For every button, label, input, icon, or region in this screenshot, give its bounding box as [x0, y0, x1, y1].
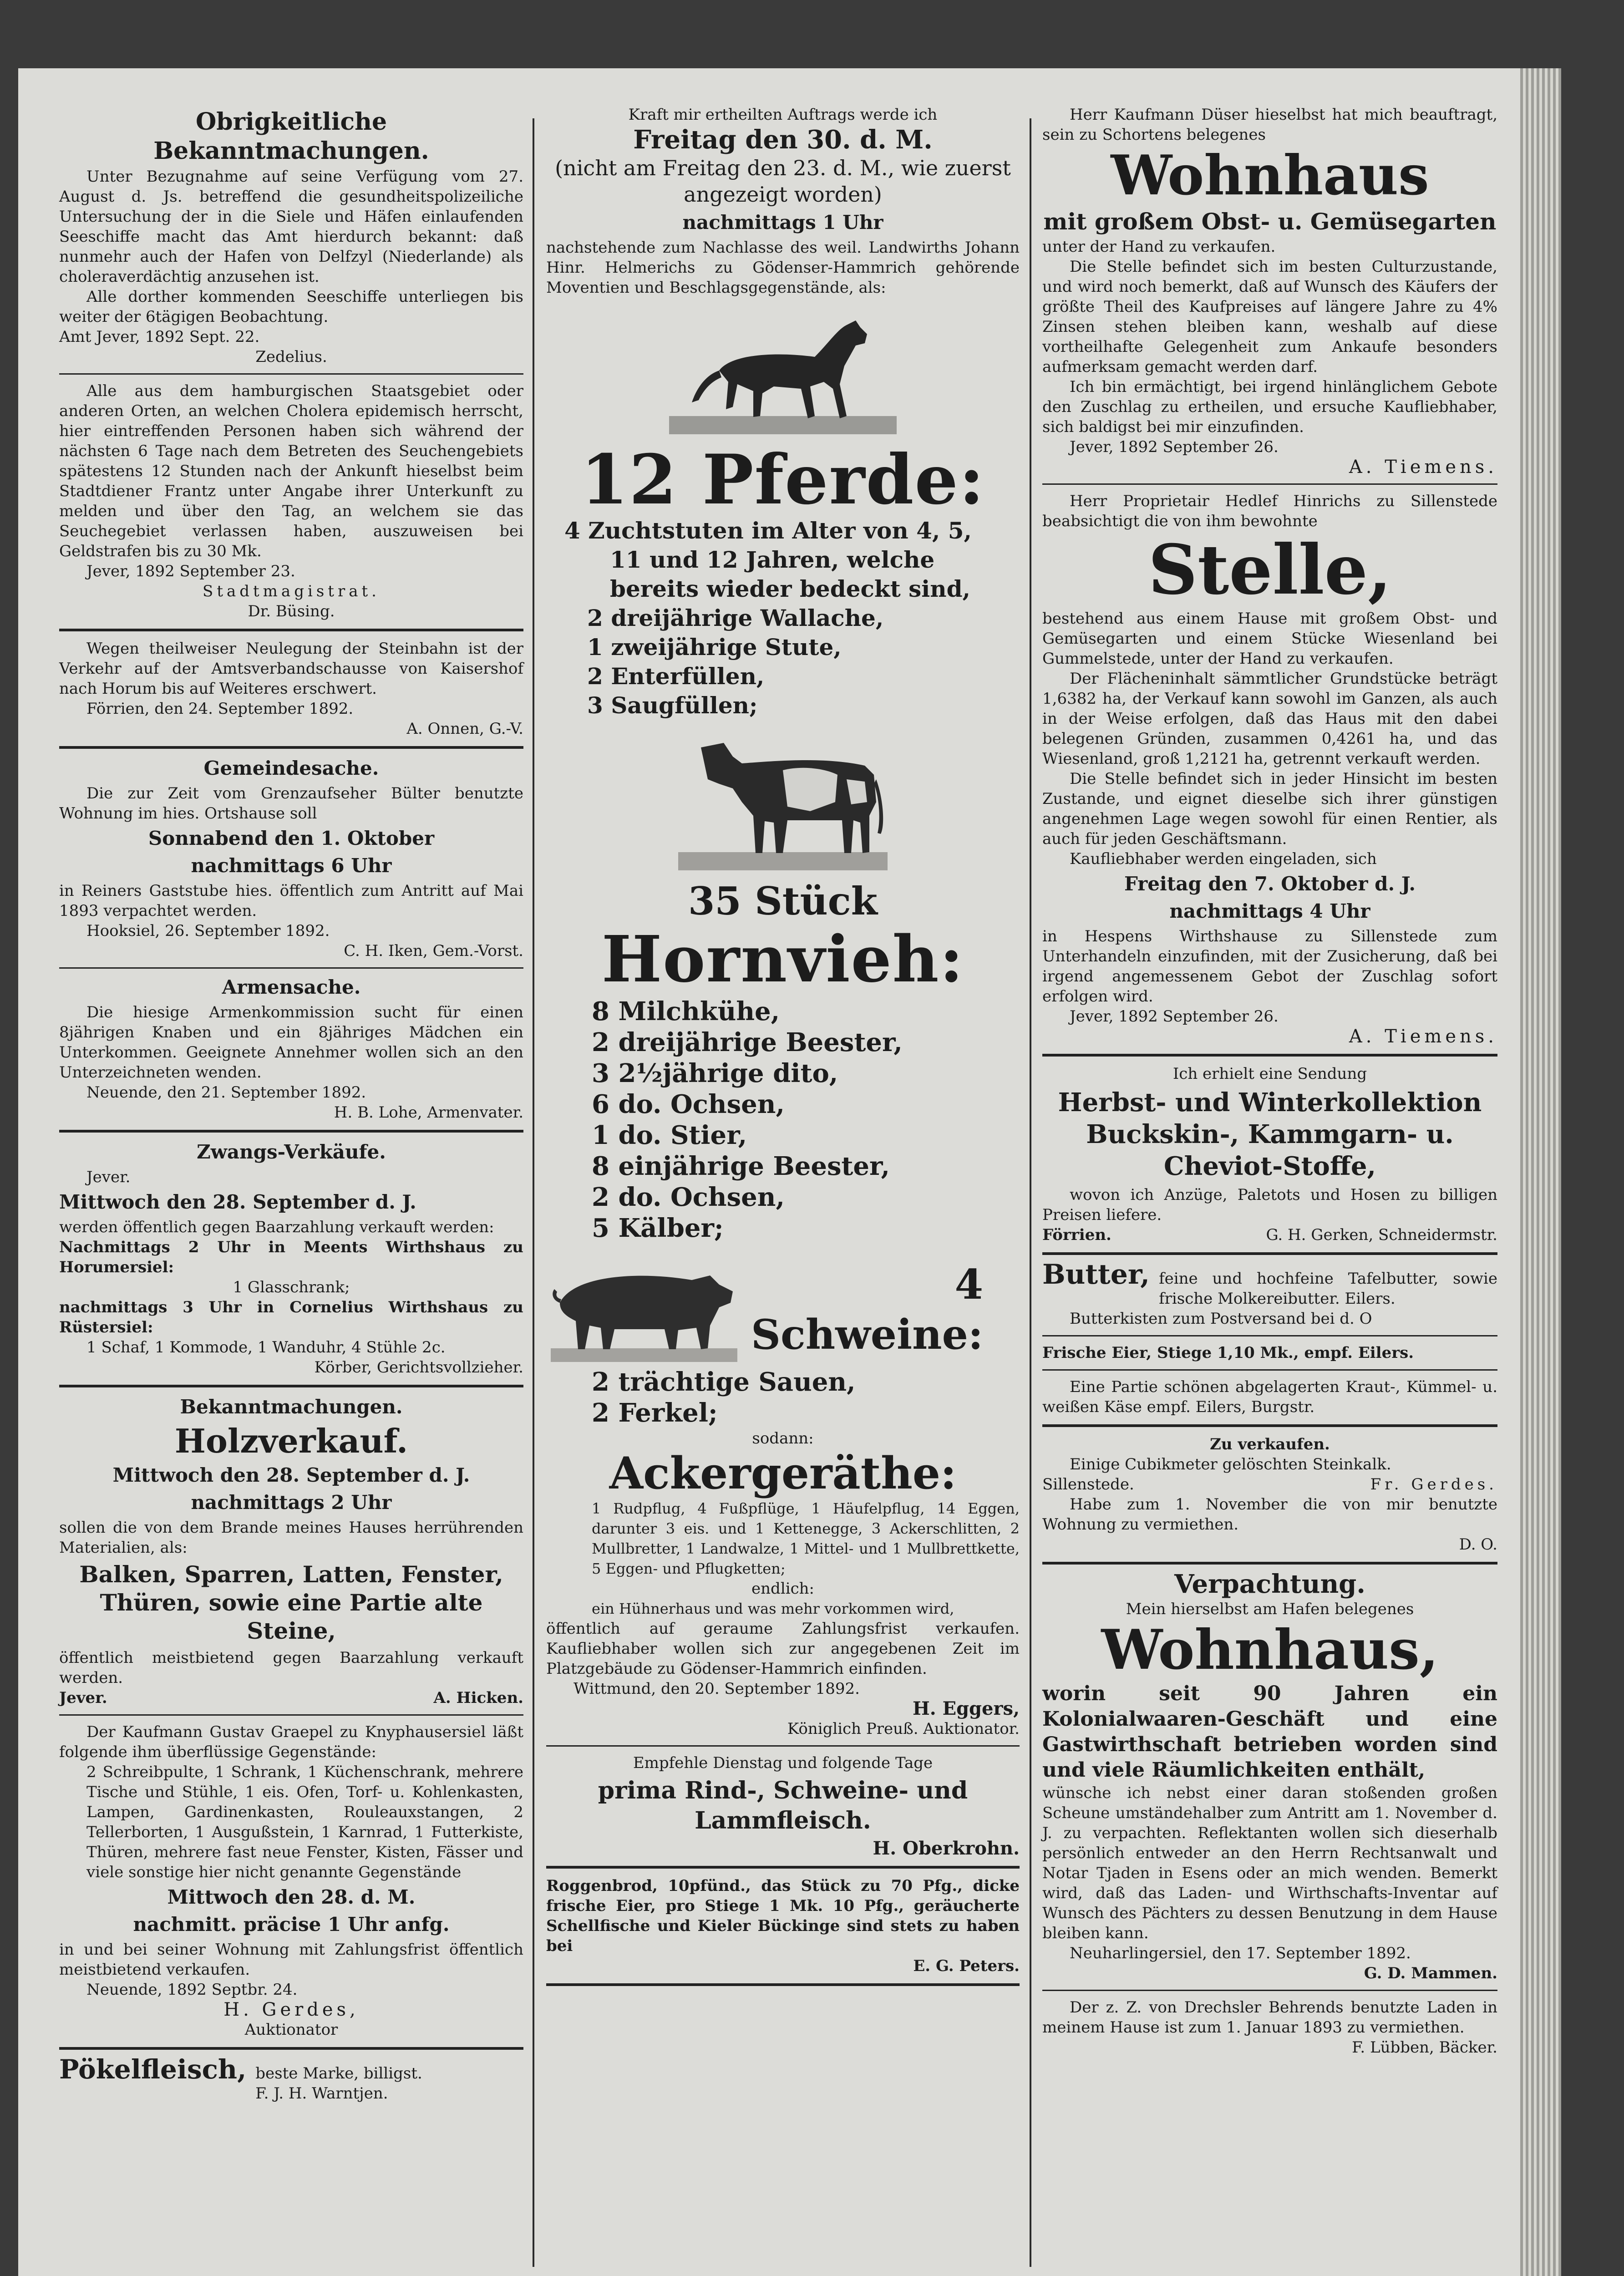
auction-item: 1 Glasschrank; — [233, 1278, 350, 1296]
divider — [1042, 1252, 1497, 1255]
notice-signature: Zedelius. — [255, 348, 327, 366]
divider — [59, 373, 523, 375]
house-sale-intro: Herr Kaufmann Düser hieselbst hat mich beauftragt, sein zu Schortens belegenes — [1042, 106, 1497, 144]
list-item: 2 trächtige Sauen, — [592, 1367, 856, 1397]
auction-time: nachmittags 1 Uhr — [682, 211, 883, 234]
wood-sale-text-2: öffentlich meistbietend gegen Baarzahlung verkauft werden. — [59, 1649, 523, 1687]
lease-notice-2: in Reiners Gaststube hies. öffentlich zum Antritt auf Mai 1893 verpachtet werden. — [59, 882, 523, 920]
house-subhead-2: unter der Hand zu verkaufen. — [1042, 238, 1276, 256]
section-title: Bekanntmachungen. — [180, 1396, 403, 1418]
house-headline: Wohnhaus — [1111, 143, 1429, 208]
auction-location: nachmittags 3 Uhr in Cornelius Wirthshaus zu Rüstersiel: — [59, 1298, 523, 1336]
section-title: Gemeindesache. — [203, 757, 379, 779]
lime-sale-text: Einige Cubikmeter gelöschten Steinkalk. — [1070, 1455, 1391, 1473]
road-works-notice: Wegen theilweiser Neulegung der Steinbahn ist der Verkehr auf der Amtsverbandschausse von Kaisershof nach Horum bis auf Weiteres erschwert. — [59, 640, 523, 698]
list-item: 2 dreijährige Beester, — [592, 1027, 903, 1057]
notice-date: Förrien, den 24. September 1892. — [86, 700, 354, 718]
list-item: 5 Kälber; — [592, 1213, 724, 1243]
house-sale-text: Die Stelle befindet sich im besten Culturzustande, und wird noch bemerkt, daß auf Wunsch des Käufers der größte Theil des Kaufpreises auf längere Jahre zu 4% Zinsen stehen bleiben kann, weshalb auf diese vortheilhafte Gelegenheit zum Ankaufe besonders aufmerksam gemacht werden darf. — [1042, 258, 1497, 376]
transition-word: sodann: — [752, 1429, 814, 1448]
divider — [59, 2047, 523, 2050]
notice-date: Jever, 1892 September 23. — [86, 562, 295, 580]
pigs-block — [546, 1248, 1020, 1367]
section-title: Verpachtung. — [1174, 1569, 1365, 1599]
auction-text: nachstehende zum Nachlasse des weil. Landwirths Johann Hinr. Helmerichs zu Gödenser-Hammrich gehörende Moventien und Beschlagsgegenstände, als: — [546, 239, 1020, 297]
event-time: nachmitt. präcise 1 Uhr anfg. — [133, 1913, 450, 1936]
notice-date: Hooksiel, 26. September 1892. — [86, 922, 330, 940]
auction-location: Nachmittags 2 Uhr in Meents Wirthshaus zu Horumersiel: — [59, 1238, 523, 1276]
house-headline: Wohnhaus, — [1101, 1618, 1439, 1682]
textile-headline: Herbst- und Winterkollektion Buckskin-, Kammgarn- u. Cheviot-Stoffe, — [1058, 1087, 1482, 1181]
pigs-headline: Schweine: — [751, 1311, 984, 1359]
divider — [1042, 483, 1497, 485]
notice-signature: F. J. H. Warntjen. — [255, 2084, 388, 2103]
column-3 — [1038, 105, 1502, 2058]
notice-signature: Stadtmagistrat. — [203, 582, 380, 600]
house-sale-text-2: Ich bin ermächtigt, bei irgend hinlänglichem Gebote den Zuschlag zu ertheilen, und ersuche Kaufliebhaber, sich baldigst bei mir einzufinden. — [1042, 378, 1497, 436]
notice-date: Jever, 1892 September 26. — [1070, 438, 1279, 456]
cheese-ad: Eine Partie schönen abgelagerten Kraut-, Kümmel- u. weißen Käse empf. Eilers, Burgstr. — [1042, 1378, 1497, 1416]
farm-sale-text-4: Kaufliebhaber werden eingeladen, sich — [1070, 850, 1377, 868]
divider — [546, 1983, 1020, 1986]
divider — [59, 746, 523, 749]
bread-ad-text: Roggenbrod, 10pfünd., das Stück zu 70 Pfg., dicke frische Eier, pro Stiege 1 Mk. 10 Pfg., geräucherte Schellfische und Kieler Bückinge sind stets zu haben bei — [546, 1877, 1020, 1955]
event-time: nachmittags 4 Uhr — [1169, 900, 1370, 922]
list-item: 2 Ferkel; — [592, 1398, 718, 1428]
auction-text-2: öffentlich auf geraume Zahlungsfrist verkaufen. Kaufliebhaber wollen sich zur angegebenen Zeit im Platzgebäude zu Gödenser-Hammrich einfinden. — [546, 1620, 1020, 1678]
divider — [59, 1130, 523, 1133]
list-item: 3 2½jährige dito, — [592, 1058, 838, 1088]
cholera-harbour-notice-2: Alle dorther kommenden Seeschiffe unterliegen bis weiter der 6tägigen Beobachtung. — [59, 288, 523, 326]
event-date: Freitag den 7. Oktober d. J. — [1124, 873, 1416, 895]
list-item: 4 Zuchtstuten im Alter von 4, 5, — [564, 517, 972, 544]
column-divider-2 — [1030, 118, 1031, 2267]
list-item: 1 do. Stier, — [592, 1120, 747, 1150]
butter-headline: Butter, — [1042, 1259, 1150, 1290]
wood-sale-items: Balken, Sparren, Latten, Fenster, Thüren, sowie eine Partie alte Steine, — [79, 1561, 503, 1644]
pig-illustration — [546, 1248, 742, 1367]
event-date: Mittwoch den 28. d. M. — [167, 1886, 416, 1908]
section-title: Zwangs-Verkäufe. — [197, 1141, 386, 1163]
notice-signature: H. Oberkrohn. — [873, 1838, 1020, 1859]
butter-text-2: Butterkisten zum Postversand bei d. O — [1070, 1310, 1372, 1328]
cattle-count: 35 Stück — [688, 879, 878, 924]
divider — [546, 1745, 1020, 1747]
notice-signature: H. Eggers, — [912, 1698, 1020, 1719]
list-item: 2 Enterfüllen, — [587, 663, 765, 690]
notice-date: Neuende, den 21. September 1892. — [86, 1083, 366, 1102]
event-time: nachmittags 6 Uhr — [191, 854, 392, 877]
notice-signature: Dr. Büsing. — [248, 602, 335, 620]
place: Förrien. — [1042, 1226, 1111, 1244]
wood-sale-headline: Holzverkauf. — [174, 1422, 408, 1460]
horses-headline: 12 Pferde: — [580, 440, 985, 520]
divider — [59, 1385, 523, 1387]
list-item: 2 dreijährige Wallache, — [587, 605, 884, 631]
divider — [1042, 1369, 1497, 1371]
place: Jever. — [59, 1689, 107, 1707]
notice-signature: H. Gerdes, — [223, 1999, 359, 2020]
notice-date: Jever, 1892 September 26. — [1070, 1007, 1279, 1026]
auction-item: 1 Schaf, 1 Kommode, 1 Wanduhr, 4 Stühle 2c. — [86, 1338, 446, 1356]
newspaper-page — [18, 68, 1520, 2276]
place: Jever. — [86, 1168, 131, 1186]
auction-date-note: (nicht am Freitag den 23. d. M., wie zuerst angezeigt worden) — [555, 156, 1011, 207]
farm-sale-text: bestehend aus einem Hause mit großem Obst- und Gemüsegarten und einem Stücke Wiesenland bei Gummelstede, unter der Hand zu verkaufen. — [1042, 610, 1497, 668]
meat-headline: prima Rind-, Schweine- und Lammfleisch. — [598, 1777, 968, 1834]
notice-signature: G. H. Gerken, Schneidermstr. — [1266, 1226, 1497, 1244]
farm-sale-intro: Herr Proprietair Hedlef Hinrichs zu Sillenstede beabsichtigt die von ihm bewohnte — [1042, 492, 1497, 530]
hamburg-cholera-notice: Alle aus dem hamburgischen Staatsgebiet oder anderen Orten, an welchen Cholera epidemisch herrscht, hier eintreffenden Personen haben sich während der nächsten 6 Tage nach dem Betreten des Seuchengebiets spätestens 12 Stunden nach der Ankunft hieselbst beim Stadtdiener Frantz unter Angabe ihrer Unterkunft zu melden und über den Tag, an welchem sie das Seuchegebiet verlassen haben, auszuweisen bei Geldstrafen bis zu 30 Mk. — [59, 382, 523, 560]
list-item: 8 einjährige Beester, — [592, 1151, 890, 1181]
notice-signature: G. D. Mammen. — [1364, 1964, 1497, 1982]
notice-signature: A. Hicken. — [433, 1689, 523, 1707]
tools-headline: Ackergeräthe: — [609, 1448, 957, 1499]
divider — [1042, 1335, 1497, 1336]
notice-signature: D. O. — [1459, 1535, 1497, 1554]
lease-intro: Mein hierselbst am Hafen belegenes — [1126, 1600, 1414, 1618]
notice-signature: Körber, Gerichtsvollzieher. — [314, 1358, 523, 1377]
book-page-edges — [1520, 68, 1561, 2276]
notice-date: Neuende, 1892 Septbr. 24. — [86, 1981, 298, 1999]
cholera-harbour-notice: Unter Bezugnahme auf seine Verfügung vom 27. August d. Js. betreffend die gesundheitspolizeiliche Untersuchung der in die Siele und Häfen einlaufenden Seeschiffe macht das Amt hierdurch bekannt: daß nunmehr auch der Hafen von Delfzyl (Niederlande) als choleraverdächtig anzusehen ist. — [59, 168, 523, 286]
notice-date: Amt Jever, 1892 Sept. 22. — [59, 328, 260, 346]
lease-text: wünsche ich nebst einer daran stoßenden großen Scheune umständehalber zum Antritt am 1. November d. J. zu verpachten. Reflektanten wollen sich dieserhalb persönlich entweder an den Herrn Rechtsanwalt und Notar Tjaden in Esens oder an mich wenden. Bemerkt wird, daß das Laden- und Wirthschafts-Inventar auf Wunsch des Pächters zu dessen Benutzung in dem Hause bleiben kann. — [1042, 1784, 1497, 1942]
farm-sale-text-3: Die Stelle befindet sich in jeder Hinsicht im besten Zustande, und eignet dieselbe sich ihrer günstigen angenehmen Lage wegen sowohl für einen Rentier, als auch für jeden Geschäftsmann. — [1042, 770, 1497, 848]
section-title: Armensache. — [222, 976, 361, 998]
list-item: 11 und 12 Jahren, welche bereits wieder bedeckt sind, — [610, 546, 970, 602]
notice-signature: A. Tiemens. — [1349, 1026, 1497, 1047]
section-title: Zu verkaufen. — [1210, 1435, 1330, 1453]
notice-signature: A. Onnen, G.-V. — [406, 720, 523, 738]
butter-text: feine und hochfeine Tafelbutter, sowie frische Molkereibutter. Eilers. — [1159, 1270, 1497, 1308]
lease-notice: Die zur Zeit vom Grenzaufseher Bülter benutzte Wohnung im hies. Ortshause soll — [59, 784, 523, 823]
meat-intro: Empfehle Dienstag und folgende Tage — [633, 1754, 933, 1772]
notice-signature: F. Lübben, Bäcker. — [1352, 2038, 1497, 2057]
list-item: 6 do. Ochsen, — [592, 1089, 785, 1119]
list-item: 2 do. Ochsen, — [592, 1182, 785, 1212]
event-time: nachmittags 2 Uhr — [191, 1491, 392, 1514]
cattle-headline: Hornvieh: — [601, 922, 964, 997]
textile-intro: Ich erhielt eine Sendung — [1172, 1065, 1367, 1083]
household-sale-text: Der Kaufmann Gustav Graepel zu Knyphausersiel läßt folgende ihm überflüssige Gegenstände: — [59, 1723, 523, 1761]
horse-illustration — [665, 302, 901, 439]
farm-sale-text-2: Der Flächeninhalt sämmtlicher Grundstücke beträgt 1,6382 ha, der Verkauf kann sowohl im Ganzen, als auch in der Weise erfolgen, daß das Haus mit den dabei belegenen Gründen, zusammen 0,4261 ha, und das Wiesenland, groß 1,2121 ha, getrennt verkauft werden. — [1042, 670, 1497, 768]
list-item: 1 zweijährige Stute, — [587, 634, 842, 660]
column-1 — [55, 105, 528, 2103]
column-2 — [542, 105, 1024, 1993]
place: Sillenstede. — [1042, 1475, 1134, 1494]
notice-signature: C. H. Iken, Gem.-Vorst. — [344, 942, 523, 960]
household-sale-text-2: in und bei seiner Wohnung mit Zahlungsfrist öffentlich meistbietend verkaufen. — [59, 1941, 523, 1979]
textile-text: wovon ich Anzüge, Paletots und Hosen zu billigen Preisen liefere. — [1042, 1186, 1497, 1224]
event-date: Mittwoch den 28. September d. J. — [59, 1191, 416, 1213]
notice-date: Wittmund, den 20. September 1892. — [573, 1680, 860, 1698]
eggs-ad: Frische Eier, Stiege 1,10 Mk., empf. Eilers. — [1042, 1344, 1414, 1362]
event-date: Mittwoch den 28. September d. J. — [112, 1464, 470, 1486]
notice-date: Neuharlingersiel, den 17. September 1892. — [1070, 1944, 1411, 1962]
divider — [546, 1866, 1020, 1869]
lease-subhead: worin seit 90 Jahren ein Kolonialwaaren-Geschäft und eine Gastwirthschaft betrieben worden sind und viele Räumlichkeiten enthält, — [1042, 1682, 1497, 1782]
auction-text: werden öffentlich gegen Baarzahlung verkauft werden: — [59, 1218, 494, 1236]
wood-sale-text: sollen die von dem Brande meines Hauses herrührenden Materialien, als: — [59, 1519, 523, 1557]
auction-date: Freitag den 30. d. M. — [633, 125, 933, 155]
household-sale-items: 2 Schreibpulte, 1 Schrank, 1 Küchenschrank, mehrere Tische und Stühle, 1 eis. Ofen, Torf- u. Kohlenkasten, Lampen, Gardinenkasten, Rouleauxstangen, 2 Tellerborten, 1 Ausgußstein, 1 Karnrad, 1 Futterkiste, Thüren, mehrere fast neue Fenster, Kisten, Fässer und viele sonstige hier nicht genannte Gegenstände — [86, 1763, 523, 1881]
horses-list — [546, 516, 1020, 720]
divider — [1042, 1562, 1497, 1565]
divider — [1042, 1990, 1497, 1991]
list-item: 3 Saugfüllen; — [587, 692, 758, 719]
list-item: 8 Milchkühe, — [592, 996, 780, 1026]
divider — [59, 967, 523, 969]
divider — [1042, 1424, 1497, 1427]
auction-intro: Kraft mir ertheilten Auftrags werde ich — [628, 106, 938, 124]
cow-illustration — [674, 725, 892, 875]
tools-list-2: ein Hühnerhaus und was mehr vorkommen wird, — [592, 1600, 954, 1617]
pickled-meat-text: beste Marke, billigst. — [255, 2064, 422, 2083]
divider — [1042, 1054, 1497, 1057]
official-notices-title: Obrigkeitliche Bekanntmachungen. — [153, 108, 429, 165]
divider — [59, 1714, 523, 1716]
pigs-count: 4 — [954, 1260, 984, 1309]
divider — [59, 629, 523, 631]
shop-rent-text: Der z. Z. von Drechsler Behrends benutzte Laden in meinem Hause ist zum 1. Januar 1893 zu vermiethen. — [1042, 1998, 1497, 2037]
event-date: Sonnabend den 1. Oktober — [148, 827, 435, 849]
notice-signature: Fr. Gerdes. — [1370, 1475, 1497, 1494]
cattle-list — [546, 996, 1020, 1244]
notice-signature: E. G. Peters. — [913, 1957, 1020, 1975]
farm-headline: Stelle, — [1148, 530, 1392, 610]
house-subhead: mit großem Obst- u. Gemüsegarten — [1043, 208, 1497, 235]
notice-signature: A. Tiemens. — [1349, 457, 1497, 478]
tools-list: 1 Rudpflug, 4 Fußpflüge, 1 Häufelpflug, 14 Eggen, darunter 3 eis. und 1 Kettenegge, 3 Ackerschlitten, 2 Mullbretter, 1 Landwalze, 1 Mittel- und 1 Mullbrettkette, 5 Eggen- und Pflugketten; — [592, 1500, 1020, 1577]
farm-sale-text-5: in Hespens Wirthshause zu Sillenstede zum Unterhandeln einzufinden, mit der Zusicherung, daß bei irgend angemessenem Gebot der Zuschlag sofort erfolgen wird. — [1042, 927, 1497, 1006]
column-divider-1 — [533, 118, 534, 2267]
notice-signature: H. B. Lohe, Armenvater. — [334, 1103, 523, 1122]
transition-word: endlich: — [751, 1580, 814, 1598]
poor-relief-notice: Die hiesige Armenkommission sucht für einen 8jährigen Knaben und ein 8jähriges Mädchen ein Unterkommen. Geeignete Annehmer wollen sich an den Unterzeichneten wenden. — [59, 1003, 523, 1082]
pickled-meat-headline: Pökelfleisch, — [59, 2054, 247, 2085]
notice-signature-title: Königlich Preuß. Auktionator. — [787, 1720, 1020, 1738]
flat-rent-text: Habe zum 1. November die von mir benutzte Wohnung zu vermiethen. — [1042, 1495, 1497, 1534]
notice-signature-title: Auktionator — [244, 2021, 338, 2039]
